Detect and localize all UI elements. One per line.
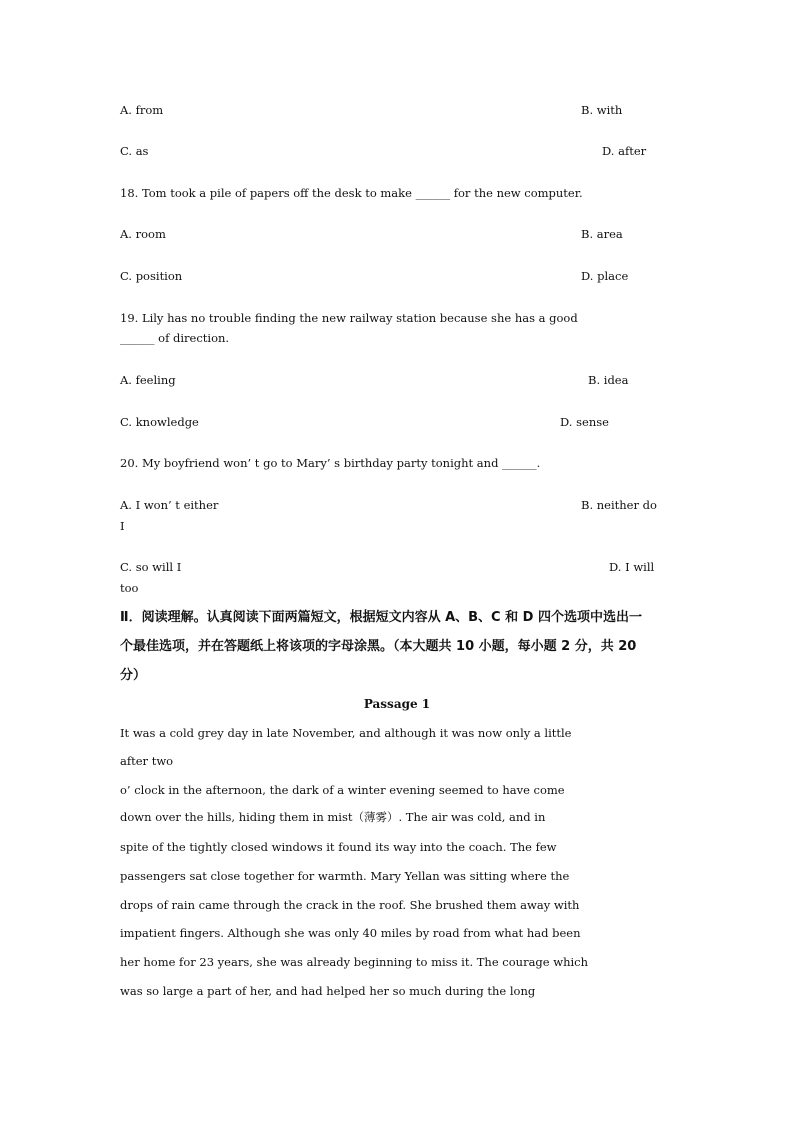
q17-option-c: C. as bbox=[120, 144, 149, 158]
section2-instruction-line2: 个最佳选项，并在答题纸上将该项的字母涂黑。（本大题共 10 小题，每小题 2 分，共 20 bbox=[120, 639, 637, 654]
q20-option-d-line2: too bbox=[120, 581, 139, 595]
passage-line: passengers sat close together for warmth. Mary Yellan was sitting where the bbox=[120, 869, 570, 883]
passage-title: Passage 1 bbox=[363, 697, 431, 711]
q17-option-b: B. with bbox=[581, 103, 623, 117]
q19-option-d: D. sense bbox=[560, 415, 609, 429]
passage-line: her home for 23 years, she was already beginning to miss it. The courage which bbox=[120, 955, 589, 969]
passage-line: o’ clock in the afternoon, the dark of a winter evening seemed to have come bbox=[120, 783, 565, 797]
section2-instruction-line1: Ⅱ．阅读理解。认真阅读下面两篇短文，根据短文内容从 A、B、C 和 D 四个选项中选出一 bbox=[120, 610, 642, 625]
passage-line: after two bbox=[120, 754, 174, 768]
q18-option-c: C. position bbox=[120, 269, 183, 283]
passage-line: impatient fingers. Although she was only 40 miles by road from what had been bbox=[120, 926, 581, 940]
passage-line: was so large a part of her, and had helped her so much during the long bbox=[120, 984, 536, 998]
q18-stem: 18. Tom took a pile of papers off the desk to make ______ for the new computer. bbox=[120, 186, 583, 200]
q19-stem-line2: ______ of direction. bbox=[120, 331, 230, 345]
q20-option-c: C. so will I bbox=[120, 560, 182, 574]
passage-line: spite of the tightly closed windows it found its way into the coach. The few bbox=[120, 840, 557, 854]
q20-option-a: A. I won’ t either bbox=[120, 498, 219, 512]
section2-instruction-line3: 分） bbox=[120, 668, 147, 683]
q20-option-d-line1: D. I will bbox=[609, 560, 655, 574]
q17-option-d: D. after bbox=[602, 144, 647, 158]
q17-option-a: A. from bbox=[120, 103, 164, 117]
q19-option-a: A. feeling bbox=[120, 373, 176, 387]
q20-option-b-line2: I bbox=[120, 519, 125, 533]
passage-line: drops of rain came through the crack in the roof. She brushed them away with bbox=[120, 898, 580, 912]
passage-line: It was a cold grey day in late November, and although it was now only a little bbox=[120, 726, 572, 740]
q20-option-b-line1: B. neither do bbox=[581, 498, 657, 512]
q19-stem-line1: 19. Lily has no trouble finding the new railway station because she has a good bbox=[120, 311, 578, 325]
q19-option-c: C. knowledge bbox=[120, 415, 199, 429]
q18-option-a: A. room bbox=[120, 227, 166, 241]
q18-option-b: B. area bbox=[581, 227, 623, 241]
q20-stem: 20. My boyfriend won’ t go to Mary’ s birthday party tonight and ______. bbox=[120, 456, 541, 470]
q18-option-d: D. place bbox=[581, 269, 629, 283]
passage-line: down over the hills, hiding them in mist（薄雾）. The air was cold, and in bbox=[120, 810, 546, 824]
q19-option-b: B. idea bbox=[588, 373, 629, 387]
